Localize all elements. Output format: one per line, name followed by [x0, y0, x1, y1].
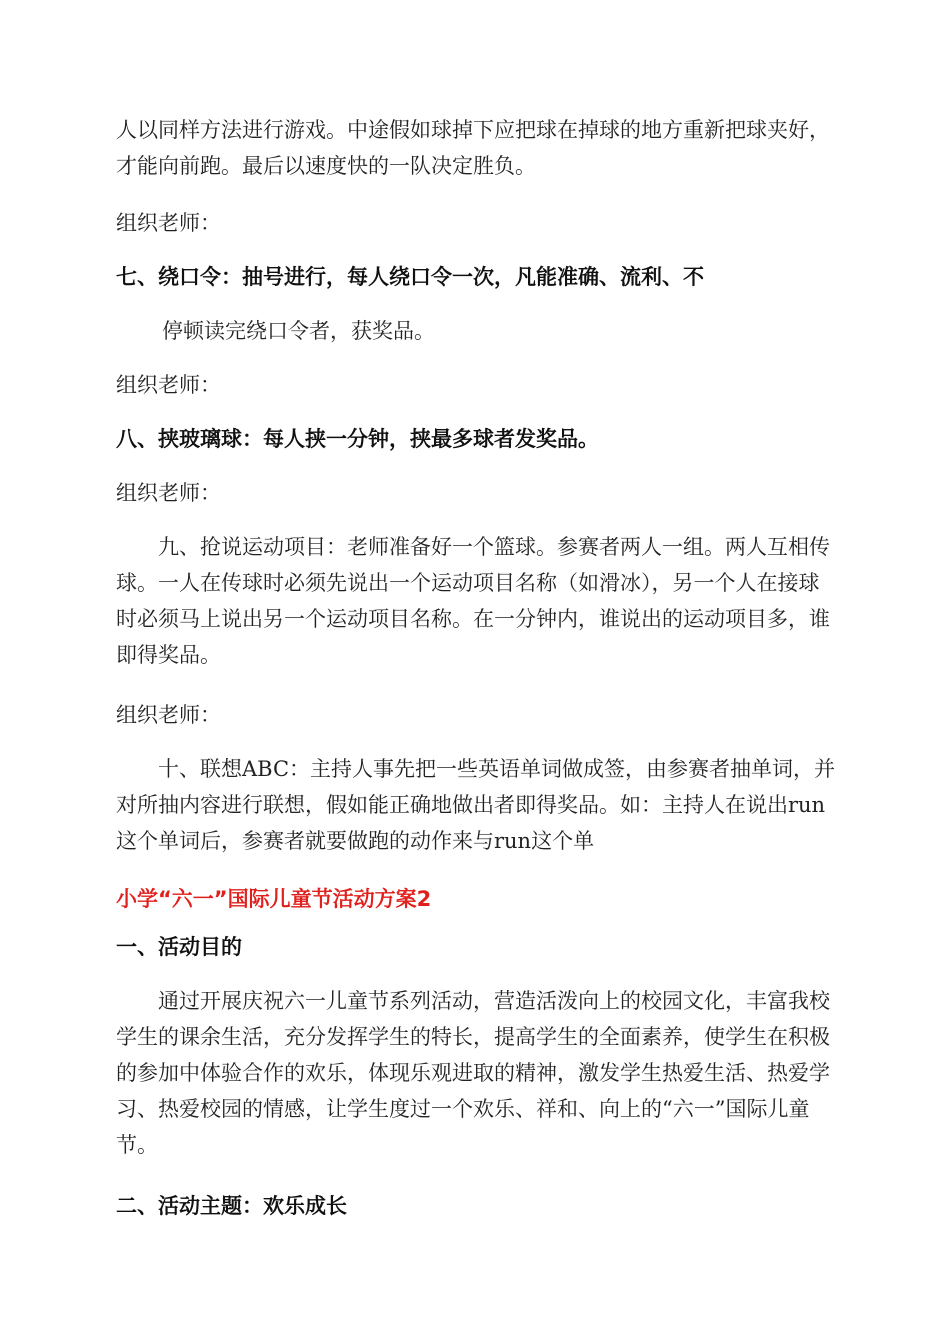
activity-purpose-paragraph: 通过开展庆祝六一儿童节系列活动，营造活泼向上的校园文化，丰富我校学生的课余生活，充分发挥学生的特长，提高学生的全面素养，使学生在积极的参加中体验合作的欢乐，体现乐观进取的精神，激发学生热爱生活、热爱学习、热爱校园的情感，让学生度过一个欢乐、祥和、向上的“六一”国际儿童节。	[116, 989, 830, 1157]
heading-activity-theme: 二、活动主题：欢乐成长	[116, 1194, 347, 1218]
continuation-paragraph: 人以同样方法进行游戏。中途假如球掉下应把球在掉球的地方重新把球夹好，才能向前跑。最后以速度快的一队决定胜负。	[116, 118, 830, 178]
section-title: 小学“六一”国际儿童节活动方案2	[116, 887, 432, 911]
item-8-heading: 八、挟玻璃球：每人挟一分钟，挟最多球者发奖品。	[116, 427, 599, 451]
organizer-label-2: 组织老师：	[116, 373, 221, 397]
organizer-label-1: 组织老师：	[116, 211, 221, 235]
item-7-heading: 七、绕口令：抽号进行，每人绕口令一次，凡能准确、流利、不	[116, 265, 704, 289]
heading-activity-purpose: 一、活动目的	[116, 935, 242, 959]
item-10-paragraph: 十、联想ABC：主持人事先把一些英语单词做成签，由参赛者抽单词，并对所抽内容进行联想，假如能正确地做出者即得奖品。如：主持人在说出run这个单词后，参赛者就要做跑的动作来与run这个单	[116, 757, 836, 853]
organizer-label-3: 组织老师：	[116, 481, 221, 505]
item-9-paragraph: 九、抢说运动项目：老师准备好一个篮球。参赛者两人一组。两人互相传球。一人在传球时必须先说出一个运动项目名称（如滑冰），另一个人在接球时必须马上说出另一个运动项目名称。在一分钟内，谁说出的运动项目多，谁即得奖品。	[116, 535, 830, 667]
organizer-label-4: 组织老师：	[116, 703, 221, 727]
item-7-continuation: 停顿读完绕口令者，获奖品。	[162, 319, 435, 343]
